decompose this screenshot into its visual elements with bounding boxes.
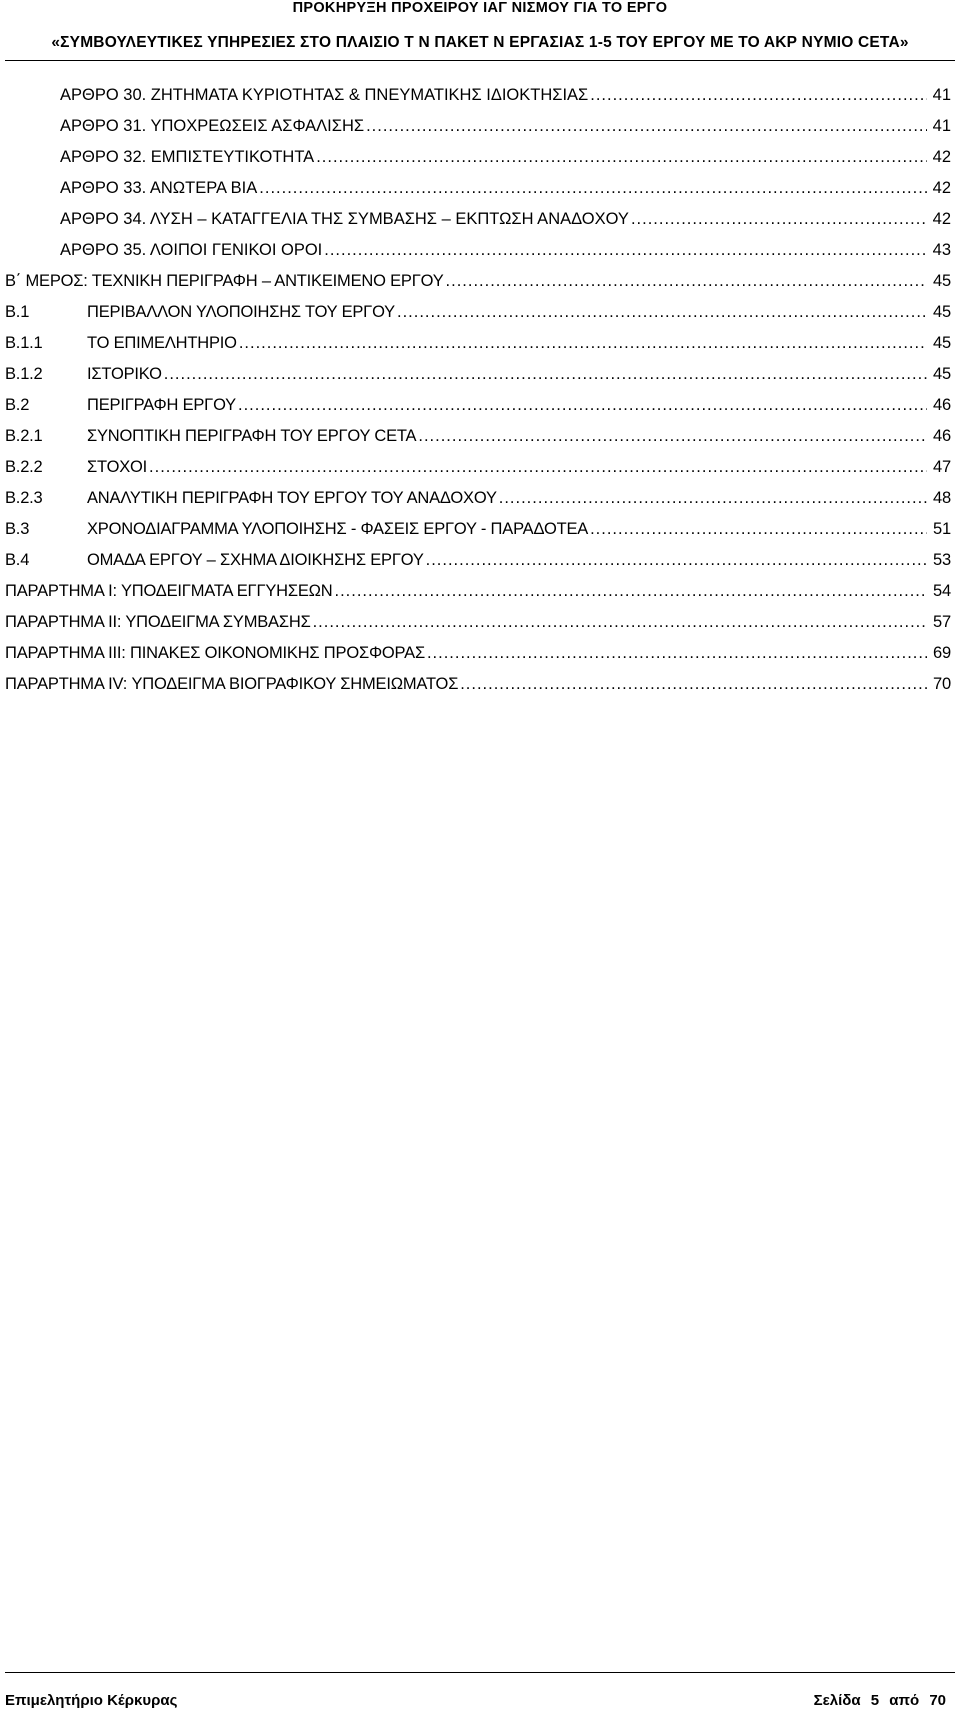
toc-entry-number: Β.2.3 bbox=[5, 489, 43, 507]
table-of-contents bbox=[5, 80, 951, 700]
header-title: ΠΡΟΚΗΡΥΞΗ ΠΡΟΧΕΙΡΟΥ ΙΑΓ ΝΙΣΜΟΥ ΓΙΑ ΤΟ ΕΡΓΟ bbox=[292, 0, 668, 16]
toc-dot-leader bbox=[590, 80, 927, 111]
toc-entry-title: Β΄ ΜΕΡΟΣ: ΤΕΧΝΙΚΗ ΠΕΡΙΓΡΑΦΗ – ΑΝΤΙΚΕΙΜΕΝΟ ΕΡΓΟΥ bbox=[5, 272, 444, 290]
toc-dot-leader bbox=[427, 638, 927, 669]
toc-dot-leader bbox=[239, 328, 927, 359]
toc-entry[interactable] bbox=[5, 173, 951, 204]
toc-entry-page: 42 bbox=[932, 210, 951, 228]
header-divider bbox=[5, 60, 955, 61]
toc-entry[interactable] bbox=[5, 328, 951, 359]
footer-divider bbox=[5, 1672, 955, 1673]
toc-dot-leader bbox=[164, 359, 927, 390]
toc-dot-leader bbox=[590, 514, 927, 545]
page-label: Σελίδα bbox=[813, 1692, 861, 1709]
toc-entry[interactable] bbox=[5, 266, 951, 297]
footer-organization: Επιμελητήριο Κέρκυρας bbox=[5, 1692, 178, 1709]
toc-entry-title: ΣΤΟΧΟΙ bbox=[87, 458, 148, 476]
toc-entry-title: ΙΣΤΟΡΙΚΟ bbox=[87, 365, 162, 383]
toc-entry-title: ΠΑΡΑΡΤΗΜΑ ΙΙΙ: ΠΙΝΑΚΕΣ ΟΙΚΟΝΟΜΙΚΗΣ ΠΡΟΣΦΟΡΑΣ bbox=[5, 644, 425, 662]
toc-entry-page: 46 bbox=[933, 427, 951, 445]
toc-entry[interactable] bbox=[5, 421, 951, 452]
current-page: 5 bbox=[870, 1692, 880, 1709]
toc-entry[interactable] bbox=[5, 607, 951, 638]
toc-entry-page: 51 bbox=[933, 520, 951, 538]
toc-entry[interactable] bbox=[5, 390, 951, 421]
toc-entry-number: Β.2.2 bbox=[5, 458, 43, 476]
toc-dot-leader bbox=[316, 142, 927, 173]
toc-entry-page: 48 bbox=[933, 489, 951, 507]
toc-dot-leader bbox=[324, 235, 927, 266]
toc-entry-number: Β.1 bbox=[5, 303, 30, 321]
page-of-label: από bbox=[889, 1692, 920, 1709]
toc-entry[interactable] bbox=[5, 545, 951, 576]
toc-dot-leader bbox=[259, 173, 927, 204]
toc-dot-leader bbox=[418, 421, 927, 452]
toc-entry-number: Β.4 bbox=[5, 551, 30, 569]
toc-dot-leader bbox=[366, 111, 927, 142]
toc-entry[interactable] bbox=[5, 297, 951, 328]
toc-entry-page: 42 bbox=[932, 179, 951, 197]
page-footer bbox=[0, 1672, 960, 1717]
toc-entry-page: 45 bbox=[933, 272, 951, 290]
toc-dot-leader bbox=[335, 576, 927, 607]
toc-entry[interactable] bbox=[5, 359, 951, 390]
toc-entry[interactable] bbox=[5, 235, 951, 266]
toc-entry-title: ΟΜΑΔΑ ΕΡΓΟΥ – ΣΧΗΜΑ ΔΙΟΙΚΗΣΗΣ ΕΡΓΟΥ bbox=[87, 551, 424, 569]
toc-entry-number: Β.2.1 bbox=[5, 427, 43, 445]
toc-entry-title: ΧΡΟΝΟΔΙΑΓΡΑΜΜΑ ΥΛΟΠΟΙΗΣΗΣ - ΦΑΣΕΙΣ ΕΡΓΟΥ - ΠΑΡΑΔΟΤΕΑ bbox=[87, 520, 589, 538]
toc-dot-leader bbox=[446, 266, 927, 297]
toc-entry[interactable] bbox=[5, 514, 951, 545]
toc-entry-title: ΠΑΡΑΡΤΗΜΑ IV: ΥΠΟΔΕΙΓΜΑ ΒΙΟΓΡΑΦΙΚΟΥ ΣΗΜΕΙΩΜΑΤΟΣ bbox=[5, 675, 459, 693]
toc-entry-title: ΠΕΡΙΓΡΑΦΗ ΕΡΓΟΥ bbox=[87, 396, 236, 414]
toc-entry-title: ΠΑΡΑΡΤΗΜΑ ΙΙ: ΥΠΟΔΕΙΓΜΑ ΣΥΜΒΑΣΗΣ bbox=[5, 613, 311, 631]
toc-entry-title: ΑΡΘΡΟ 34. ΛΥΣΗ – ΚΑΤΑΓΓΕΛΙΑ ΤΗΣ ΣΥΜΒΑΣΗΣ – ΕΚΠΤΩΣΗ ΑΝΑΔΟΧΟΥ bbox=[60, 210, 629, 228]
toc-entry-page: 57 bbox=[933, 613, 951, 631]
toc-dot-leader bbox=[631, 204, 927, 235]
toc-entry-title: ΑΡΘΡΟ 33. ΑΝΩΤΕΡΑ ΒΙΑ bbox=[60, 179, 258, 197]
toc-dot-leader bbox=[499, 483, 927, 514]
toc-entry-number: Β.1.2 bbox=[5, 365, 43, 383]
toc-entry[interactable] bbox=[5, 80, 951, 111]
toc-entry-page: 42 bbox=[932, 148, 951, 166]
toc-entry-page: 45 bbox=[933, 334, 951, 352]
toc-entry-title: ΤΟ ΕΠΙΜΕΛΗΤΗΡΙΟ bbox=[87, 334, 237, 352]
toc-dot-leader bbox=[238, 390, 927, 421]
toc-entry[interactable] bbox=[5, 452, 951, 483]
toc-dot-leader bbox=[149, 452, 927, 483]
toc-entry-page: 45 bbox=[933, 303, 951, 321]
toc-entry-title: ΑΡΘΡΟ 32. ΕΜΠΙΣΤΕΥΤΙΚΟΤΗΤΑ bbox=[60, 148, 315, 166]
toc-entry[interactable] bbox=[5, 638, 951, 669]
page-number bbox=[808, 1692, 946, 1709]
toc-entry[interactable] bbox=[5, 576, 951, 607]
toc-entry-page: 41 bbox=[932, 86, 951, 104]
toc-entry-title: ΑΡΘΡΟ 35. ΛΟΙΠΟΙ ΓΕΝΙΚΟΙ ΟΡΟΙ bbox=[60, 241, 323, 259]
toc-entry-title: ΑΡΘΡΟ 31. ΥΠΟΧΡΕΩΣΕΙΣ ΑΣΦΑΛΙΣΗΣ bbox=[60, 117, 365, 135]
toc-entry-page: 69 bbox=[933, 644, 951, 662]
toc-entry[interactable] bbox=[5, 142, 951, 173]
toc-entry-page: 45 bbox=[933, 365, 951, 383]
toc-entry-title: ΠΕΡΙΒΑΛΛΟΝ ΥΛΟΠΟΙΗΣΗΣ ΤΟΥ ΕΡΓΟΥ bbox=[87, 303, 395, 321]
toc-entry-title: ΣΥΝΟΠΤΙΚΗ ΠΕΡΙΓΡΑΦΗ ΤΟΥ ΕΡΓΟΥ CETA bbox=[87, 427, 417, 445]
toc-entry-title: ΑΝΑΛΥΤΙΚΗ ΠΕΡΙΓΡΑΦΗ ΤΟΥ ΕΡΓΟΥ ΤΟΥ ΑΝΑΔΟΧΟΥ bbox=[87, 489, 497, 507]
toc-entry-number: Β.2 bbox=[5, 396, 30, 414]
toc-entry-page: 43 bbox=[932, 241, 951, 259]
toc-entry[interactable] bbox=[5, 483, 951, 514]
toc-dot-leader bbox=[426, 545, 927, 576]
toc-entry-page: 54 bbox=[933, 582, 951, 600]
toc-entry-number: Β.1.1 bbox=[5, 334, 43, 352]
toc-entry-number: Β.3 bbox=[5, 520, 30, 538]
toc-entry[interactable] bbox=[5, 669, 951, 700]
toc-entry[interactable] bbox=[5, 111, 951, 142]
toc-entry-page: 47 bbox=[933, 458, 951, 476]
toc-dot-leader bbox=[313, 607, 927, 638]
toc-entry-page: 70 bbox=[933, 675, 951, 693]
toc-entry-page: 41 bbox=[932, 117, 951, 135]
toc-entry-title: ΠΑΡΑΡΤΗΜΑ Ι: ΥΠΟΔΕΙΓΜΑΤΑ ΕΓΓΥΗΣΕΩΝ bbox=[5, 582, 333, 600]
toc-dot-leader bbox=[460, 669, 927, 700]
toc-dot-leader bbox=[397, 297, 927, 328]
toc-entry-page: 53 bbox=[933, 551, 951, 569]
toc-entry[interactable] bbox=[5, 204, 951, 235]
toc-entry-page: 46 bbox=[933, 396, 951, 414]
page-header bbox=[0, 0, 960, 60]
header-project-title: «ΣΥΜΒΟΥΛΕΥΤΙΚΕΣ ΥΠΗΡΕΣΙΕΣ ΣΤΟ ΠΛΑΙΣΙΟ Τ Ν ΠΑΚΕΤ Ν ΕΡΓΑΣΙΑΣ 1-5 ΤΟΥ ΕΡΓΟΥ ΜΕ ΤΟ ΑΚΡ ΝΥΜΙΟ CETA» bbox=[51, 34, 909, 51]
total-pages: 70 bbox=[929, 1692, 946, 1709]
toc-entry-title: ΑΡΘΡΟ 30. ΖΗΤΗΜΑΤΑ ΚΥΡΙΟΤΗΤΑΣ & ΠΝΕΥΜΑΤΙΚΗΣ ΙΔΙΟΚΤΗΣΙΑΣ bbox=[60, 86, 589, 104]
